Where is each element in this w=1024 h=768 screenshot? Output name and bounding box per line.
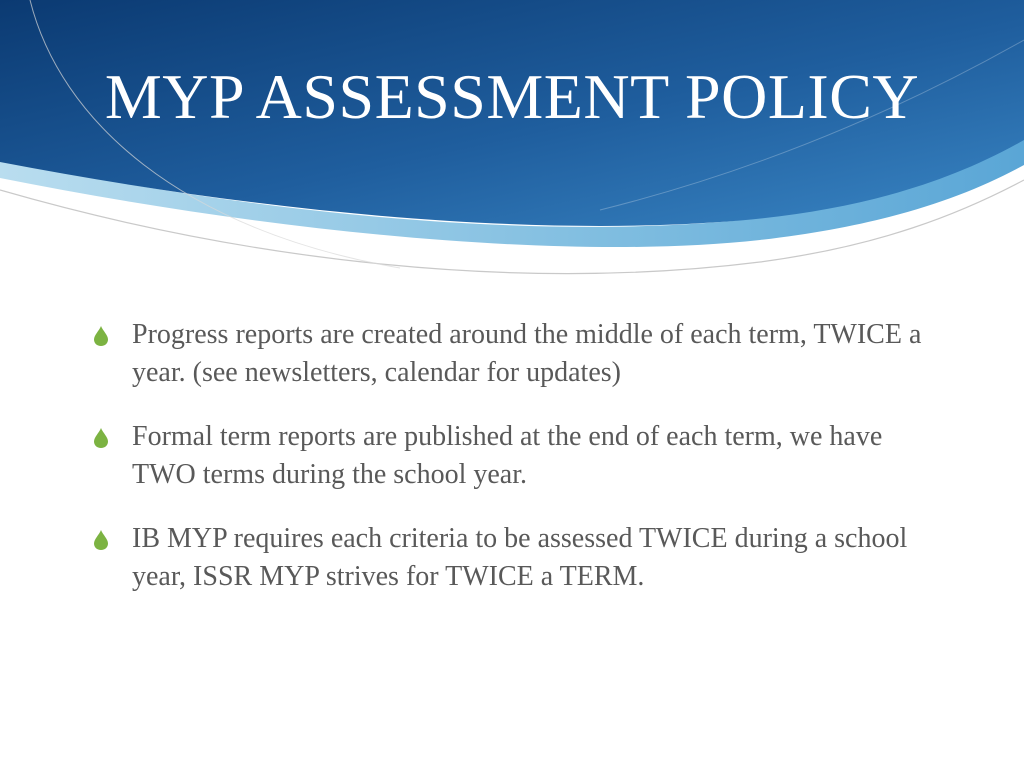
bullet-item [92,316,942,392]
bullet-text: Formal term reports are published at the end of each term, we have TWO terms during the school year. [132,421,883,490]
bullet-list [92,316,942,622]
bullet-text: IB MYP requires each criteria to be assessed TWICE during a school year, ISSR MYP strives for TWICE a TERM. [132,523,908,592]
droplet-icon [94,428,108,448]
droplet-icon [94,530,108,550]
bullet-text: Progress reports are created around the middle of each term, TWICE a year. (see newsletters, calendar for updates) [132,319,922,388]
bullet-item [92,418,942,494]
droplet-icon [94,326,108,346]
slide-title: MYP ASSESSMENT POLICY [104,61,920,132]
bullet-item [92,520,942,596]
header-swoosh-background [0,0,1024,300]
